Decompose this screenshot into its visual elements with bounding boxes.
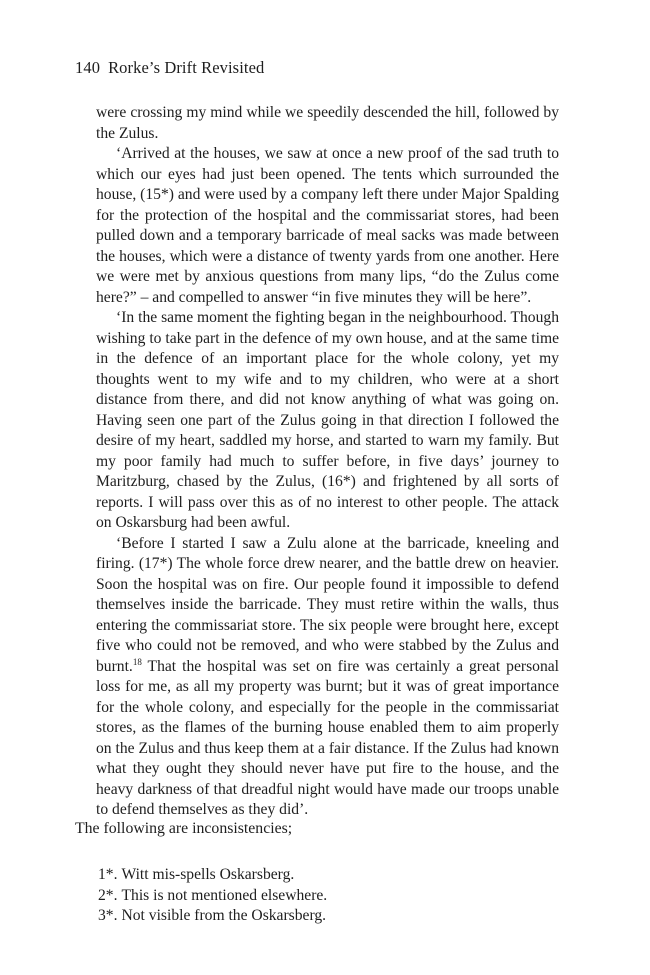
paragraph-text-after-footnote: That the hospital was set on fire was certainly a great personal loss for me, as all my property was burnt; but it was of great importance for the whole colony, and especially for the people in the commissariat stores, as the flames of the burning house enabled them to aim properly on the Zulus and thus keep them at a fair distance. If the Zulus had known what they ought they should never have put fire to the house, and the heavy darkness of that dreadful night would have made our troops unable to defend themselves as they did’. xyxy=(96,657,559,818)
inconsistencies-intro: The following are inconsistencies; xyxy=(75,820,293,837)
list-item-marker: 2*. xyxy=(98,886,118,904)
list-item xyxy=(98,906,327,927)
list-item-text: Not visible from the Oskarsberg. xyxy=(121,907,327,924)
list-item xyxy=(98,886,327,907)
list-item-text: This is not mentioned elsewhere. xyxy=(121,886,328,904)
list-item-marker: 1*. xyxy=(98,866,118,883)
paragraph-continuation: were crossing my mind while we speedily descended the hill, followed by the Zulus. xyxy=(96,104,559,142)
footnote-reference[interactable]: 18 xyxy=(132,656,142,667)
page-number: 140 xyxy=(75,58,101,77)
book-title: Rorke’s Drift Revisited xyxy=(108,58,265,77)
list-item-marker: 3*. xyxy=(98,907,118,924)
paragraph-fighting: ‘In the same moment the fighting began in the neighbourhood. Though wishing to take part in the defence of my own house, and at the same time in the defence of an important place for the whole colony, yet my thoughts went to my wife and to my children, who were at a short distance from there, and did not know anything of what was going on. Having seen one part of the Zulus going in that direction I followed the desire of my heart, saddled my horse, and started to warn my family. But my poor family had much to suffer before, in five days’ journey to Maritzburg, chased by the Zulus, (16*) and frightened by all sorts of reports. I will pass over this as of no interest to other people. The attack on Oskarsburg had been awful. xyxy=(96,309,559,531)
list-item xyxy=(98,865,327,886)
inconsistencies-list xyxy=(98,865,327,927)
paragraph-text-before-footnote: ‘Before I started I saw a Zulu alone at the barricade, kneeling and firing. (17*) The whole force drew nearer, and the battle drew on heavier. Soon the hospital was on fire. Our people found it impossible to defend themselves inside the barricade. They must retire within the walls, thus entering the commissariat store. The six people were brought here, except five who could not be removed, and who were stabbed by the Zulus and burnt. xyxy=(96,534,559,675)
paragraph-arrival: ‘Arrived at the houses, we saw at once a new proof of the sad truth to which our eyes had just been opened. The tents which surrounded the house, (15*) and were used by a company left there under Major Spalding for the protection of the hospital and the commissariat stores, had been pulled down and a temporary barricade of meal sacks was made between the houses, which were a distance of twenty yards from one another. Here we were met by anxious questions from many lips, “do the Zulus come here?” – and compelled to answer “in five minutes they will be here”. xyxy=(96,145,559,306)
running-head xyxy=(75,58,264,78)
paragraph-hospital-fire xyxy=(96,534,559,821)
quoted-passage xyxy=(96,103,559,821)
list-item-text: Witt mis-spells Oskarsberg. xyxy=(121,866,295,883)
